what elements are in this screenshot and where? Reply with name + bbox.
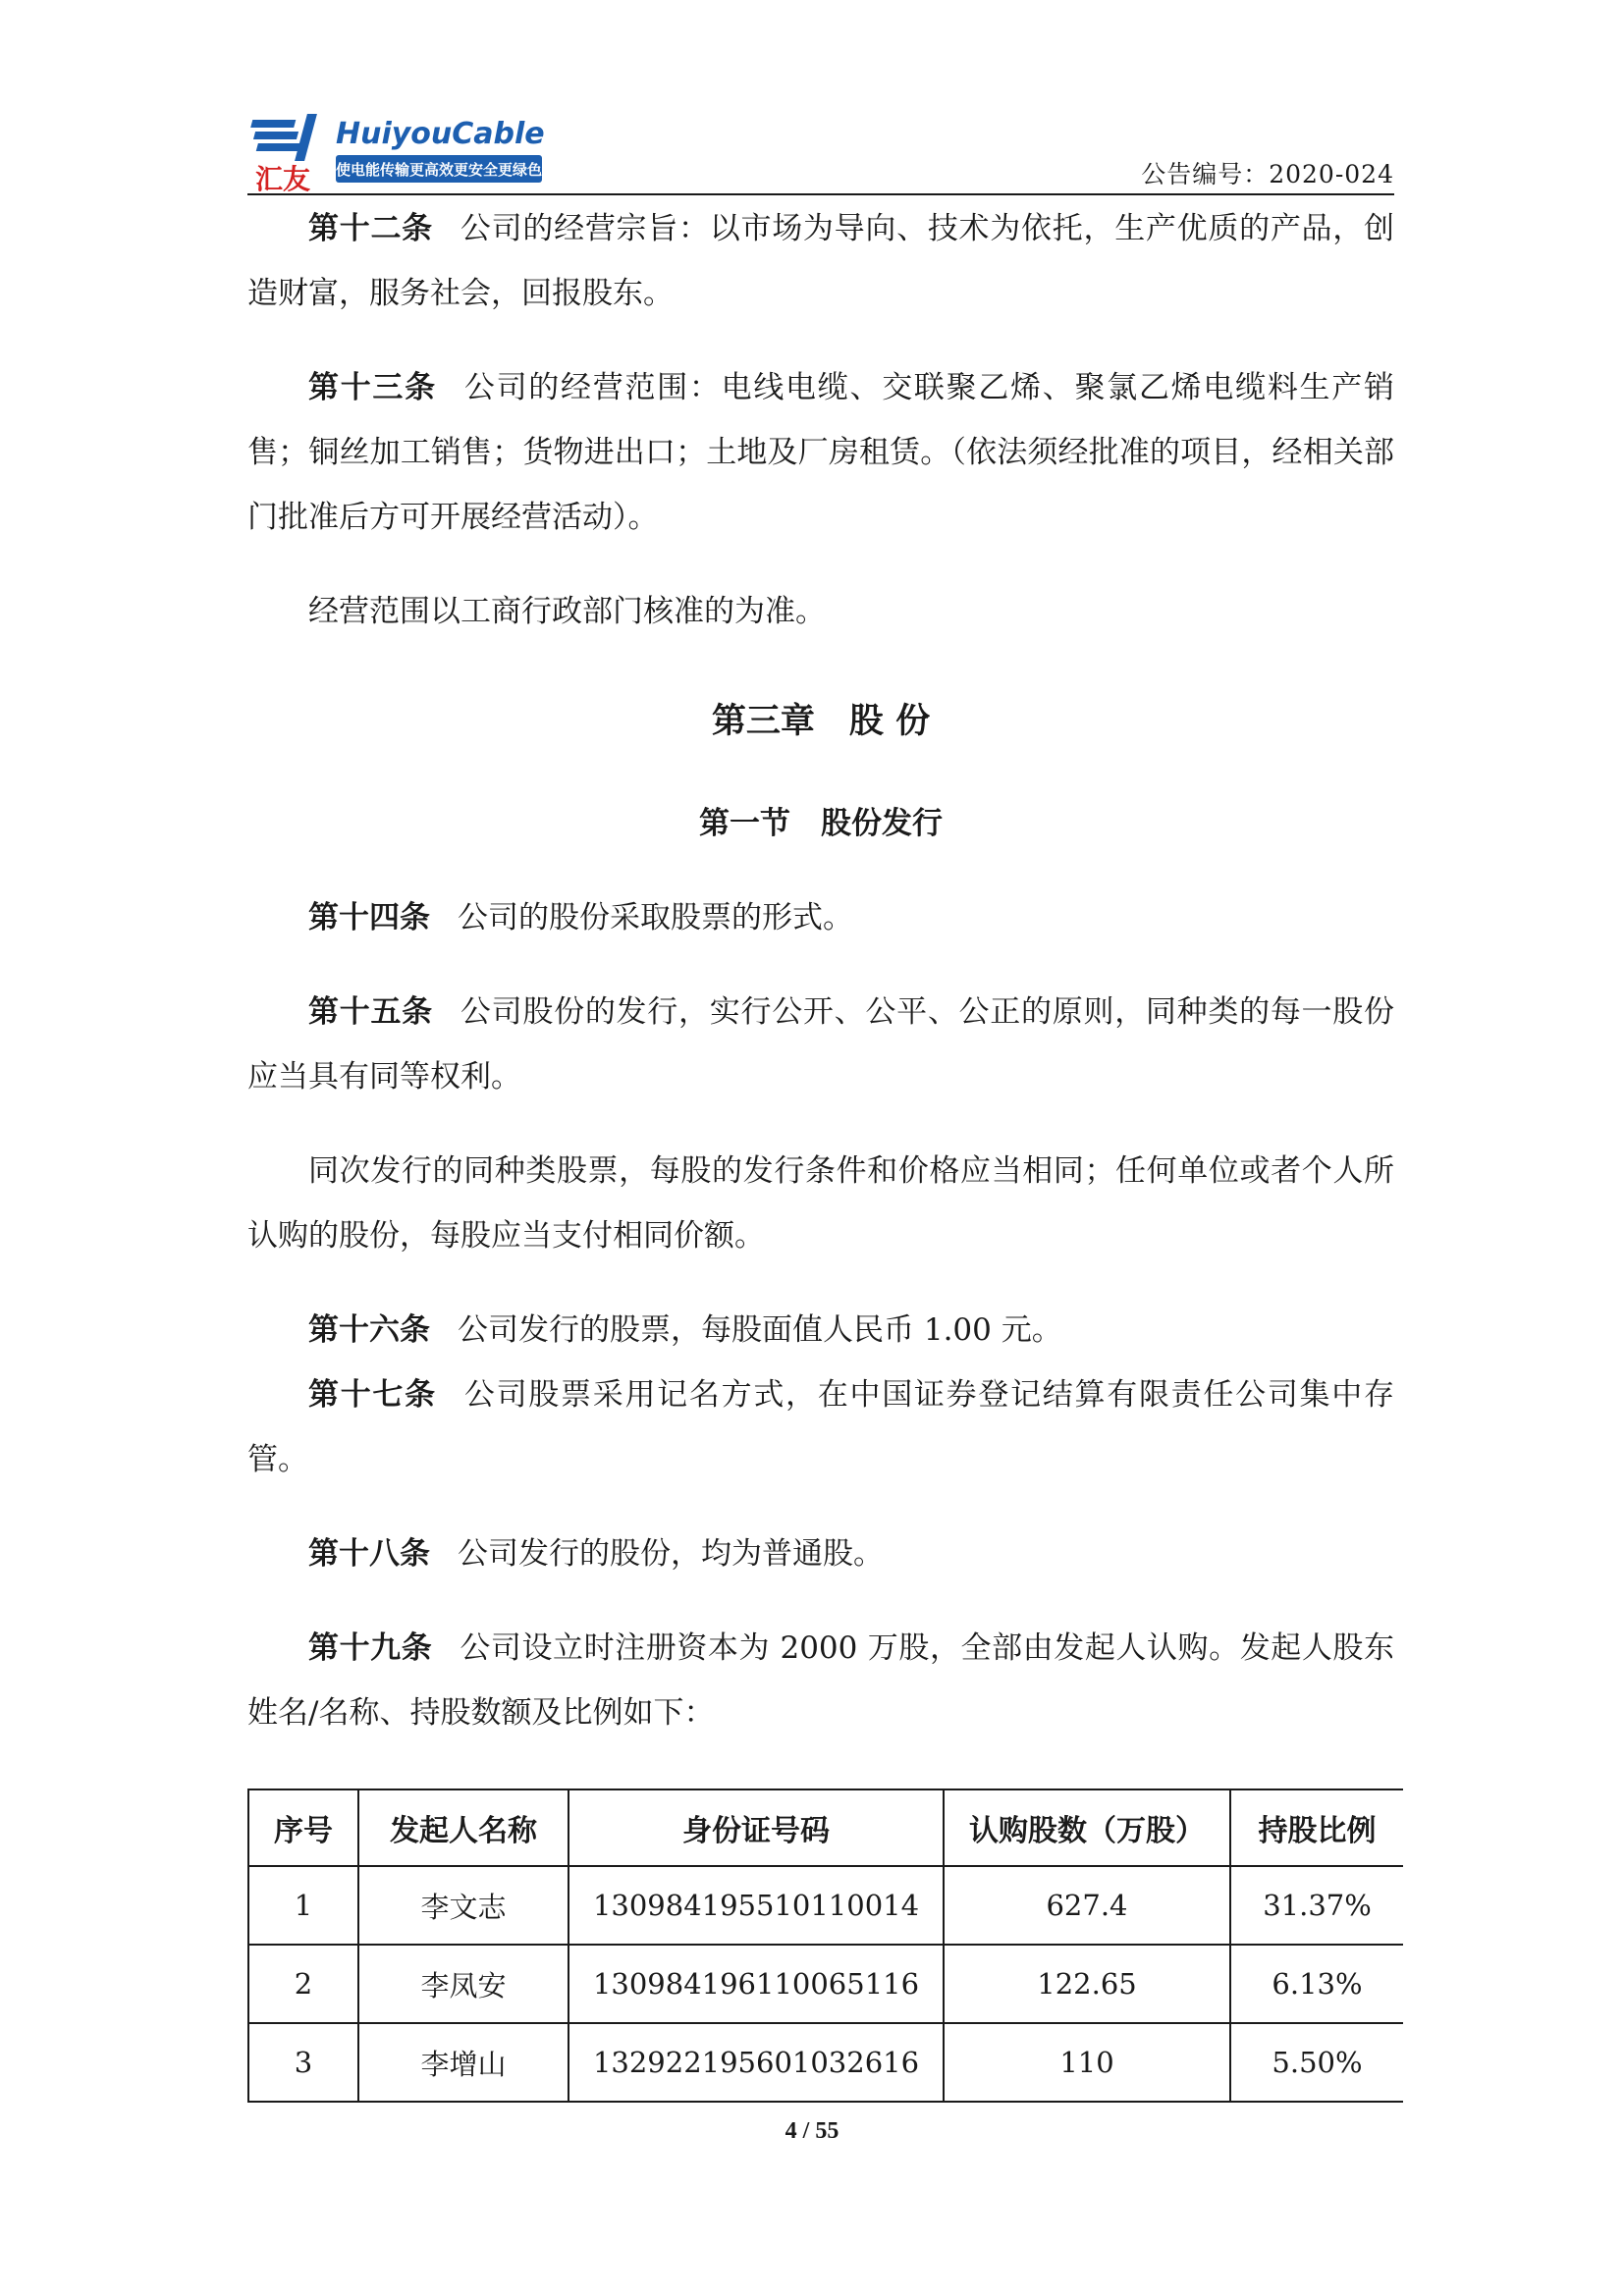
header-promoter-name: 发起人名称 bbox=[358, 1789, 568, 1866]
article-14 bbox=[247, 885, 1394, 950]
cell-promoter-name: 李文志 bbox=[358, 1866, 568, 1945]
document-body bbox=[247, 196, 1394, 1745]
page-header bbox=[247, 110, 1394, 192]
table-header-row bbox=[248, 1789, 1403, 1866]
article-text: 公司的经营范围：电线电缆、交联聚乙烯、聚氯乙烯电缆料生产销售；铜丝加工销售；货物进出口；土地及厂房租赁。（依法须经批准的项目，经相关部门批准后方可开展经营活动）。 bbox=[247, 370, 1394, 535]
logo-brand-text: HuiyouCable bbox=[336, 117, 545, 151]
logo-cn-text: 汇友 bbox=[255, 163, 311, 192]
article-16 bbox=[247, 1298, 1394, 1362]
article-label: 第十三条 bbox=[308, 370, 437, 405]
article-12 bbox=[247, 196, 1394, 326]
paragraph-text: 同次发行的同种类股票，每股的发行条件和价格应当相同；任何单位或者个人所认购的股份，每股应当支付相同价额。 bbox=[247, 1153, 1394, 1254]
cell-promoter-name: 李凤安 bbox=[358, 1945, 568, 2023]
article-label: 第十四条 bbox=[308, 900, 430, 935]
header-serial: 序号 bbox=[248, 1789, 358, 1866]
article-text: 公司发行的股份，均为普通股。 bbox=[458, 1536, 884, 1572]
cell-holding-ratio: 31.37% bbox=[1230, 1866, 1403, 1945]
cell-id-number: 130984196110065116 bbox=[568, 1945, 944, 2023]
article-text: 公司的股份采取股票的形式。 bbox=[458, 900, 853, 935]
header-subscribed-shares: 认购股数（万股） bbox=[944, 1789, 1230, 1866]
cell-holding-ratio: 6.13% bbox=[1230, 1945, 1403, 2023]
cell-promoter-name: 李增山 bbox=[358, 2023, 568, 2102]
cell-id-number: 132922195601032616 bbox=[568, 2023, 944, 2102]
chapter-title: 第三章 股 份 bbox=[711, 702, 931, 741]
article-label: 第十七条 bbox=[308, 1377, 437, 1413]
table-row bbox=[248, 2023, 1403, 2102]
article-label: 第十六条 bbox=[308, 1312, 430, 1348]
article-label: 第十九条 bbox=[308, 1630, 433, 1666]
cell-subscribed-shares: 110 bbox=[944, 2023, 1230, 2102]
article-label: 第十八条 bbox=[308, 1536, 430, 1572]
article-15 bbox=[247, 980, 1394, 1109]
article-label: 第十五条 bbox=[308, 994, 433, 1030]
article-text: 公司股票采用记名方式，在中国证券登记结算有限责任公司集中存管。 bbox=[247, 1377, 1394, 1477]
cell-serial: 1 bbox=[248, 1866, 358, 1945]
cell-holding-ratio: 5.50% bbox=[1230, 2023, 1403, 2102]
article-15-continued bbox=[247, 1139, 1394, 1268]
article-text: 公司设立时注册资本为 2000 万股，全部由发起人认购。发起人股东姓名/名称、持股数额及比例如下： bbox=[247, 1630, 1395, 1731]
header-id-number: 身份证号码 bbox=[568, 1789, 944, 1866]
logo-slogan-text: 使电能传输更高效更安全更绿色 bbox=[335, 161, 543, 179]
table-row bbox=[248, 1945, 1403, 2023]
article-label: 第十二条 bbox=[308, 211, 433, 246]
page-number: 4 / 55 bbox=[785, 2118, 839, 2144]
article-text: 公司的经营宗旨：以市场为导向、技术为依托，生产优质的产品，创造财富，服务社会，回报股东。 bbox=[247, 211, 1395, 311]
company-logo bbox=[247, 110, 560, 192]
article-18 bbox=[247, 1522, 1394, 1586]
cell-serial: 2 bbox=[248, 1945, 358, 2023]
cell-subscribed-shares: 122.65 bbox=[944, 1945, 1230, 2023]
cell-id-number: 130984195510110014 bbox=[568, 1866, 944, 1945]
shareholder-table bbox=[247, 1789, 1403, 2103]
article-text: 公司发行的股票，每股面值人民币 1.00 元。 bbox=[458, 1312, 1062, 1348]
table-row bbox=[248, 1866, 1403, 1945]
business-scope-note bbox=[247, 579, 1394, 644]
cell-serial: 3 bbox=[248, 2023, 358, 2102]
article-text: 公司股份的发行，实行公开、公平、公正的原则，同种类的每一股份应当具有同等权利。 bbox=[247, 994, 1395, 1095]
article-19 bbox=[247, 1616, 1394, 1745]
notice-number: 公告编号：2020-024 bbox=[1141, 160, 1394, 188]
article-13 bbox=[247, 355, 1394, 550]
header-holding-ratio: 持股比例 bbox=[1230, 1789, 1403, 1866]
header-divider bbox=[247, 193, 1394, 195]
cell-subscribed-shares: 627.4 bbox=[944, 1866, 1230, 1945]
article-17 bbox=[247, 1362, 1394, 1492]
paragraph-text: 经营范围以工商行政部门核准的为准。 bbox=[308, 594, 826, 629]
section-title: 第一节 股份发行 bbox=[699, 806, 943, 841]
